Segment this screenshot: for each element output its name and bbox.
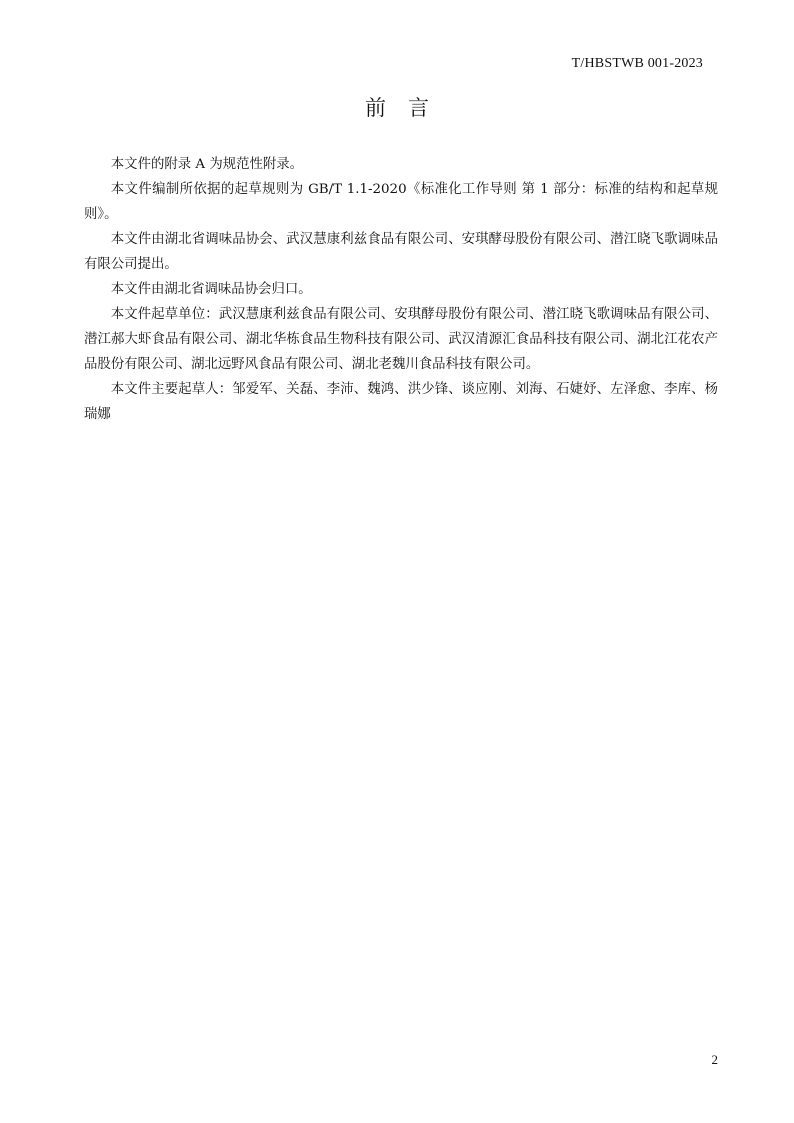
page-title-part2: 言 bbox=[408, 96, 429, 120]
paragraph-drafting-rules: 本文件编制所依据的起草规则为 GB/T 1.1-2020《标准化工作导则 第 1 部分：标准的结构和起草规则》。 bbox=[84, 182, 718, 222]
foreword-body bbox=[84, 152, 718, 427]
paragraph-proposer: 本文件由湖北省调味品协会、武汉慧康利兹食品有限公司、安琪酵母股份有限公司、潜江晓飞歌调味品有限公司提出。 bbox=[84, 232, 718, 272]
document-code: T/HBSTWB 001-2023 bbox=[571, 56, 703, 71]
page-title bbox=[0, 92, 794, 122]
paragraph-appendix-note: 本文件的附录 A 为规范性附录。 bbox=[110, 157, 304, 172]
page-title-part1: 前 bbox=[365, 96, 386, 120]
page-number: 2 bbox=[711, 1052, 718, 1067]
paragraph-governing-body: 本文件由湖北省调味品协会归口。 bbox=[110, 282, 312, 297]
paragraph-drafting-units: 本文件起草单位：武汉慧康利兹食品有限公司、安琪酵母股份有限公司、潜江晓飞歌调味品有限公司、潜江郝大虾食品有限公司、湖北华栋食品生物科技有限公司、武汉清源汇食品科技有限公司、湖北江花农产品股份有限公司、湖北远野风食品有限公司、湖北老魏川食品科技有限公司。 bbox=[84, 307, 718, 372]
paragraph-drafters: 本文件主要起草人：邹爱军、关磊、李沛、魏鸿、洪少锋、谈应刚、刘海、石婕妤、左泽愈、李库、杨瑞娜 bbox=[84, 382, 718, 422]
